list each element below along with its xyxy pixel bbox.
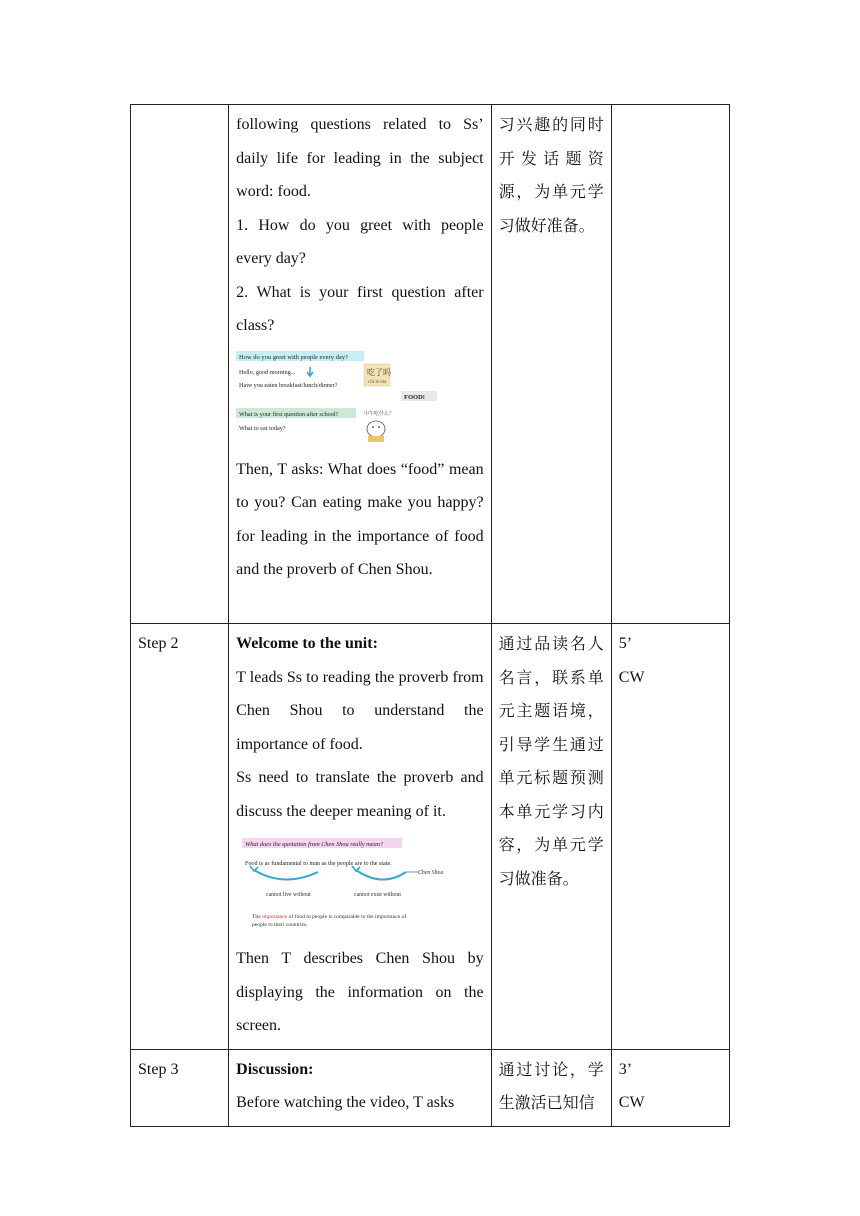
chinese-card-text: 吃了吗 bbox=[367, 367, 392, 377]
purpose-cell: 通过讨论，学生激活已知信 bbox=[491, 1049, 611, 1126]
time-cell bbox=[611, 1049, 729, 1126]
activity-paragraph: Then, T asks: What does “food” mean to you? Can eating make you happy? for leading in the importance of food and the proverb of Chen Shou. bbox=[236, 460, 484, 578]
activity-cell bbox=[229, 624, 491, 1050]
speech-bubble-text: 中午吃什么？ bbox=[364, 411, 395, 417]
table-row bbox=[131, 1049, 730, 1126]
purpose-cell: 通过品读名人名言，联系单元主题语境，引导学生通过单元标题预测本单元学习内容，为单元学习做准备。 bbox=[491, 624, 611, 1050]
quote-author: Chen Shou bbox=[418, 870, 444, 876]
purpose-cell: 习兴趣的同时开发话题资源，为单元学习做好准备。 bbox=[491, 105, 611, 624]
slide-question-1: How do you greet with people every day? bbox=[239, 353, 348, 361]
mode-value: CW bbox=[618, 1094, 645, 1111]
explanation-line-1: The importance of food to people is comparable to the importance of bbox=[252, 914, 407, 920]
mode-value: CW bbox=[618, 668, 645, 686]
activity-paragraph: 1. How do you greet with people every day? bbox=[236, 216, 484, 267]
time-value: 3’ bbox=[618, 1060, 633, 1078]
cartoon-character-icon bbox=[367, 421, 385, 442]
slide-answer-1: Hello, good morning... bbox=[239, 368, 296, 376]
lesson-plan-table bbox=[130, 104, 730, 1127]
time-cell bbox=[611, 105, 729, 624]
explanation-line-2: people to their countries. bbox=[252, 922, 308, 928]
curved-arrow-icon bbox=[356, 870, 406, 880]
arrow-down-icon bbox=[307, 367, 313, 376]
table-row bbox=[131, 624, 730, 1050]
curved-arrow-icon bbox=[254, 870, 318, 880]
key-word: importance bbox=[262, 914, 288, 920]
activity-paragraph: Then T describes Chen Shou by displaying the information on the screen. bbox=[236, 950, 484, 1034]
step-cell: Step 2 bbox=[131, 624, 229, 1050]
table-row bbox=[131, 105, 730, 624]
activity-heading: Discussion: bbox=[236, 1060, 314, 1078]
step-cell: Step 3 bbox=[131, 1049, 229, 1126]
activity-heading: Welcome to the unit: bbox=[236, 635, 378, 652]
activity-paragraph: Before watching the video, T asks bbox=[236, 1094, 455, 1111]
activity-paragraph: 2. What is your first question after class? bbox=[236, 283, 484, 334]
greeting-slide-image bbox=[236, 351, 442, 443]
slide-answer-3: What to eat today? bbox=[239, 424, 286, 432]
activity-paragraph: following questions related to Ss’ daily life for leading in the subject word: food. bbox=[236, 116, 484, 200]
activity-cell bbox=[229, 105, 491, 624]
time-cell bbox=[611, 624, 729, 1050]
slide-answer-2: Have you eaten breakfast/lunch/dinner? bbox=[239, 381, 338, 389]
food-label: FOOD! bbox=[404, 393, 426, 401]
right-arrow-label: cannot exist without bbox=[354, 892, 402, 898]
quotation-slide-image bbox=[236, 836, 448, 932]
pinyin-text: chī le ma bbox=[368, 379, 387, 385]
activity-paragraph: T leads Ss to reading the proverb from Chen Shou to understand the importance of food. bbox=[236, 668, 484, 753]
slide-title: What does the quotation from Chen Shou really mean? bbox=[245, 841, 384, 848]
quote-sentence: Food is as fundamental to man as the people are to the state. bbox=[245, 861, 392, 867]
slide-question-2: What is your first question after school? bbox=[239, 410, 339, 418]
time-value: 5’ bbox=[618, 635, 633, 652]
activity-cell bbox=[229, 1049, 491, 1126]
step-cell bbox=[131, 105, 229, 624]
activity-paragraph: Ss need to translate the proverb and discuss the deeper meaning of it. bbox=[236, 769, 484, 820]
left-arrow-label: cannot live without bbox=[266, 892, 311, 898]
